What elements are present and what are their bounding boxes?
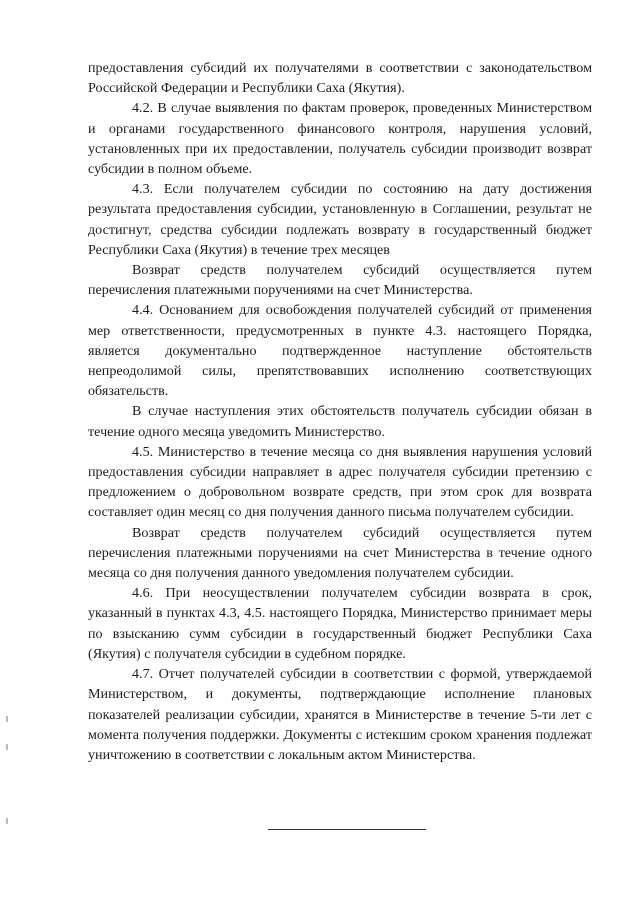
paragraph-4-6: 4.6. При неосуществлении получателем субсидии возврата в срок, указанный в пунктах 4.3, 4.5. настоящего Порядка, Министерство принимает меры по взысканию сумм субсидии в государственный бюджет Республики Саха (Якутия) с получателя субсидии в судебном порядке. xyxy=(88,585,592,662)
scan-artifact xyxy=(6,818,8,824)
paragraph-4-3: 4.3. Если получателем субсидии по состоянию на дату достижения результата предоставления субсидии, установленную в Соглашении, результат не достигнут, средства субсидии подлежать возврату в государственный бюджет Республики Саха (Якутия) в течение трех месяцев xyxy=(88,181,592,258)
scan-artifact xyxy=(6,716,8,722)
paragraph-4-3-refund: Возврат средств получателем субсидий осуществляется путем перечисления платежными поручениями на счет Министерства. xyxy=(88,262,592,299)
document-page xyxy=(88,58,592,765)
scan-artifact xyxy=(6,744,8,750)
paragraph-4-2: 4.2. В случае выявления по фактам проверок, проведенных Министерством и органами государственного финансового контроля, нарушения условий, установленных при их предоставлении, получатель субсидии производит возврат субсидии в полном объеме. xyxy=(88,100,592,178)
paragraph-4-5-refund: Возврат средств получателем субсидий осуществляется путем перечисления платежными поручениями на счет Министерства в течение одного месяца со дня получения данного уведомления получателем субсидии. xyxy=(88,524,592,582)
closing-divider xyxy=(268,829,426,830)
paragraph-continuation: предоставления субсидий их получателями в соответствии с законодательством Российской Федерации и Республики Саха (Якутия). xyxy=(88,60,592,97)
paragraph-4-5: 4.5. Министерство в течение месяца со дня выявления нарушения условий предоставления субсидии направляет в адрес получателя субсидии претензию с предложением о добровольном возврате средств, при этом срок для возврата составляет один месяц со дня получения данного письма получателем субсидии. xyxy=(88,443,592,521)
paragraph-4-4: 4.4. Основанием для освобождения получателей субсидий от применения мер ответственности, предусмотренных в пункте 4.3. настоящего Порядка, является документально подтвержденное наступление обстоятельств непреодолимой силы, препятствовавших исполнению соответствующих обязательств. xyxy=(88,302,592,400)
paragraph-4-4-notice: В случае наступления этих обстоятельств получатель субсидии обязан в течение одного месяца уведомить Министерство. xyxy=(88,403,592,440)
paragraph-4-7: 4.7. Отчет получателей субсидии в соответствии с формой, утверждаемой Министерством, и документы, подтверждающие исполнение плановых показателей реализации субсидии, хранятся в Министерстве в течение 5-ти лет с момента получения поддержки. Документы с истекшим сроком хранения подлежат уничтожению в соответствии с локальным актом Министерства. xyxy=(88,666,592,763)
